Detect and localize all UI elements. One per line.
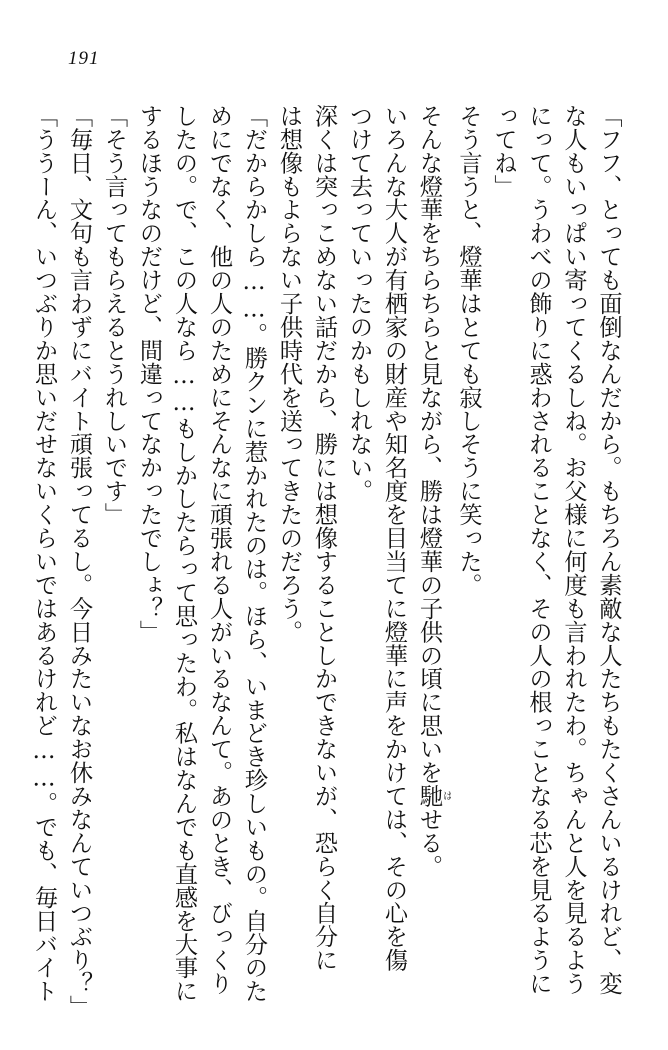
page-number: 191 bbox=[68, 48, 100, 69]
text-line: ってね」 bbox=[490, 104, 517, 198]
text-line: したの。で、この人なら……もしかしたらって思ったわ。私はなんでも直感を大事に bbox=[170, 104, 198, 1003]
text-line: めにでなく、他の人のためにそんなに頑張れる人がいるなんて。あのとき、びっくり bbox=[205, 104, 233, 996]
text-line: 「だからかしら……。勝クンに惹かれたのは。ほら、いまどき珍しいもの。自分のた bbox=[240, 104, 268, 1003]
text-line: にって。うわべの飾りに惑わされることなく、その人の根っことなる芯を見るように bbox=[525, 104, 552, 996]
text-line: 「ううーん、いつぶりか思いだせないくらいではあるけれど……。でも、毎日バイト bbox=[30, 104, 58, 1003]
text-line: 「毎日、文句も言わずにバイト頑張ってるし。今日みたいなお休みなんていつぶり？」 bbox=[65, 104, 93, 1019]
text-line: つけて去っていったのかもしれない。 bbox=[345, 104, 373, 503]
ruby-reading: は bbox=[440, 784, 451, 808]
text-line: そう言うと、燈華はとても寂しそうに笑った。 bbox=[455, 104, 482, 597]
text-line-with-ruby bbox=[412, 104, 452, 1024]
text-line: 「フフ、とっても面倒なんだから。もちろん素敵な人たちもたくさんいるけれど、変 bbox=[595, 104, 622, 996]
ruby-base: 馳 bbox=[415, 784, 443, 808]
text-line: 深くは突っこめない話だから、勝には想像することしかできないが、恐らく自分に bbox=[310, 104, 338, 972]
ruby-annotation bbox=[415, 784, 451, 808]
text-line: するほうなのだけど、間違ってなかったでしょ？」 bbox=[135, 104, 163, 644]
text-line: いろんな大人が有栖家の財産や知名度を目当てに燈華に声をかけては、その心を傷 bbox=[380, 104, 408, 972]
text-line: は想像もよらない子供時代を送ってきたのだろう。 bbox=[275, 104, 303, 644]
text-line-segment: そんな燈華をちらちらと見ながら、勝は燈華の子供の頃に思いを bbox=[415, 104, 443, 785]
text-line-segment: せる。 bbox=[415, 807, 443, 878]
text-line: 「そう言ってもらえるとうれしいです」 bbox=[100, 104, 128, 527]
text-line: な人もいっぱい寄ってくるしね。お父様に何度も言われたわ。ちゃんと人を見るよう bbox=[560, 104, 587, 996]
vertical-body-text bbox=[27, 104, 627, 1024]
